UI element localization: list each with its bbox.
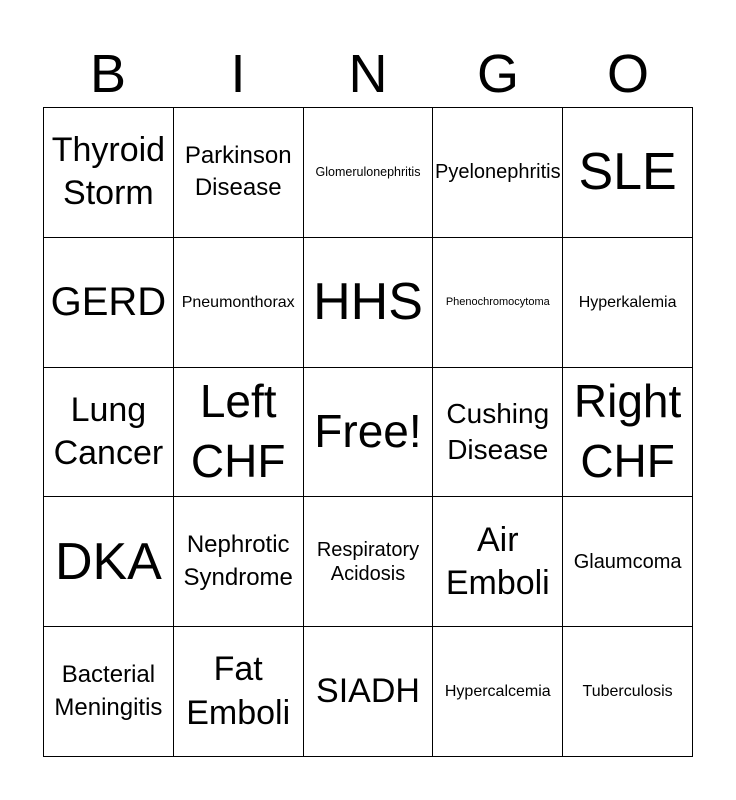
header-letter-b: B xyxy=(89,44,127,104)
bingo-cell[interactable]: DKA xyxy=(44,497,174,627)
bingo-cell[interactable]: Hyperkalemia xyxy=(563,238,693,368)
bingo-cell[interactable]: Glomerulonephritis xyxy=(304,108,434,238)
bingo-header xyxy=(43,40,693,108)
bingo-cell[interactable]: Right CHF xyxy=(563,368,693,498)
free-space-cell[interactable]: Free! xyxy=(304,368,434,498)
header-letter-o: O xyxy=(606,44,649,104)
bingo-cell[interactable]: HHS xyxy=(304,238,434,368)
bingo-cell[interactable]: SIADH xyxy=(304,627,434,757)
bingo-cell[interactable]: Pneumonthorax xyxy=(174,238,304,368)
bingo-cell[interactable]: Phenochromocytoma xyxy=(433,238,563,368)
bingo-cell[interactable]: Bacterial Meningitis xyxy=(44,627,174,757)
bingo-cell[interactable]: Hypercalcemia xyxy=(433,627,563,757)
header-letter-i: I xyxy=(230,44,246,104)
bingo-grid xyxy=(43,107,693,757)
bingo-cell[interactable]: Lung Cancer xyxy=(44,368,174,498)
bingo-cell[interactable]: Cushing Disease xyxy=(433,368,563,498)
header-letter-g: G xyxy=(476,44,519,104)
bingo-cell[interactable]: Respiratory Acidosis xyxy=(304,497,434,627)
bingo-cell[interactable]: Nephrotic Syndrome xyxy=(174,497,304,627)
bingo-cell[interactable]: Fat Emboli xyxy=(174,627,304,757)
bingo-cell[interactable]: Glaumcoma xyxy=(563,497,693,627)
header-letter-n: N xyxy=(348,44,388,104)
bingo-cell[interactable]: SLE xyxy=(563,108,693,238)
bingo-cell[interactable]: GERD xyxy=(44,238,174,368)
bingo-cell[interactable]: Thyroid Storm xyxy=(44,108,174,238)
bingo-cell[interactable]: Tuberculosis xyxy=(563,627,693,757)
bingo-cell[interactable]: Pyelonephritis xyxy=(433,108,563,238)
bingo-cell[interactable]: Parkinson Disease xyxy=(174,108,304,238)
bingo-cell[interactable]: Left CHF xyxy=(174,368,304,498)
bingo-cell[interactable]: Air Emboli xyxy=(433,497,563,627)
